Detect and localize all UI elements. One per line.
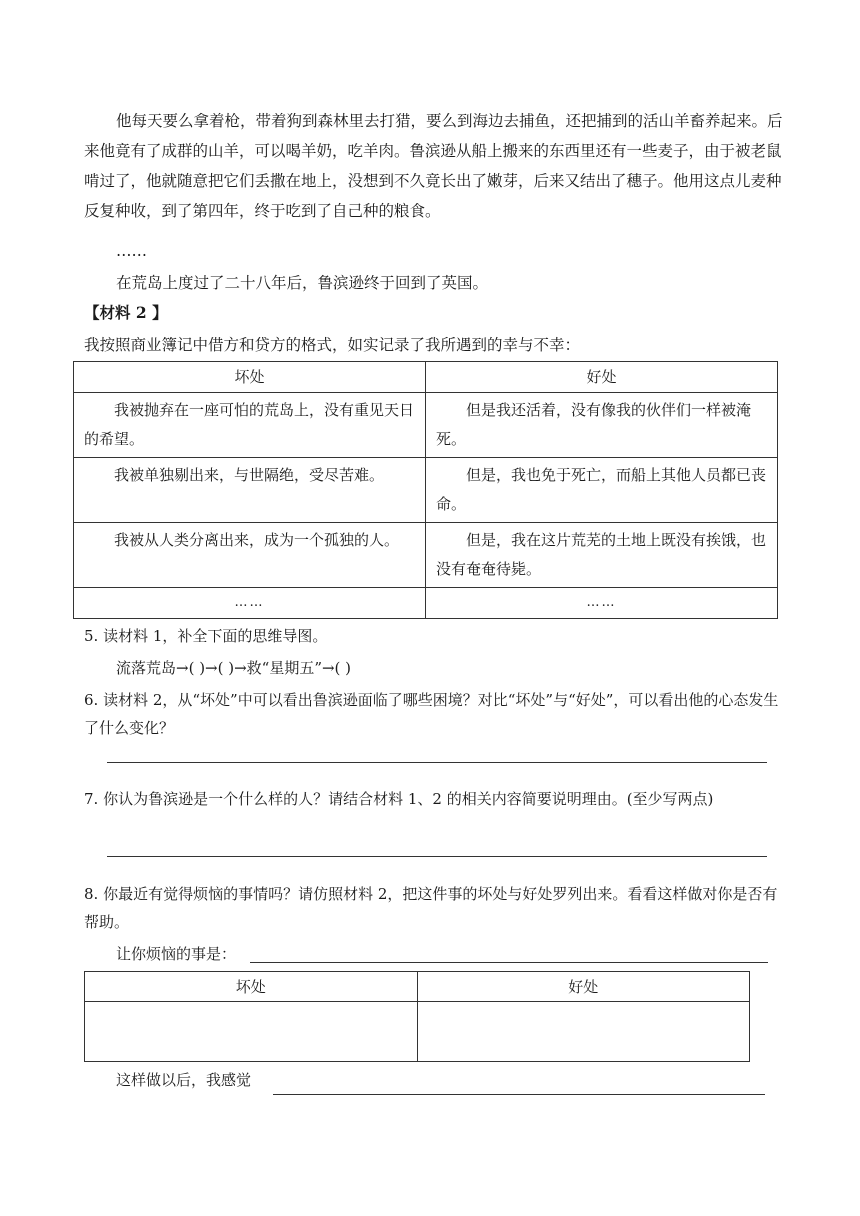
header-bad: 坏处 [74, 362, 426, 393]
question-7: 7. 你认为鲁滨逊是一个什么样的人？请结合材料 1、2 的相关内容简要说明理由。(至少写两点) [84, 790, 714, 808]
material2-heading: 【材料 2 】 [84, 303, 168, 322]
material1-ending: 在荒岛上度过了二十八年后，鲁滨逊终于回到了英国。 [116, 274, 489, 292]
bad-cell: …… [74, 588, 426, 619]
good-cell: 但是，我也免于死亡，而船上其他人员都已丧命。 [426, 458, 778, 523]
good-cell: …… [426, 588, 778, 619]
table-row [74, 458, 778, 523]
bad-cell: 我被单独剔出来，与世隔绝，受尽苦难。 [74, 458, 426, 523]
feeling-label: 这样做以后，我感觉 [116, 1071, 252, 1089]
answer-line-q7[interactable] [107, 856, 767, 857]
header-good: 好处 [426, 362, 778, 393]
material1-paragraph: 他每天要么拿着枪，带着狗到森林里去打猎，要么到海边去捕鱼，还把捕到的活山羊畜养起来。后来他竟有了成群的山羊，可以喝羊奶，吃羊肉。鲁滨逊从船上搬来的东西里还有一些麦子，由于被老鼠啃过了，他就随意把它们丢撒在地上，没想到不久竟长出了嫩芽，后来又结出了穗子。他用这点儿麦种反复种收，到了第四年，终于吃到了自己种的粮食。 [84, 112, 783, 220]
material2-intro: 我按照商业簿记中借方和贷方的格式，如实记录了我所遇到的幸与不幸： [84, 336, 581, 354]
good-answer-cell[interactable] [417, 1002, 750, 1062]
table-row [85, 1002, 750, 1062]
table-header-row [74, 362, 778, 393]
question-5: 5. 读材料 1，补全下面的思维导图。 [84, 627, 328, 645]
table-row [74, 393, 778, 458]
mind-map-line[interactable]: 流落荒岛→( )→( )→救“星期五”→( ) [116, 659, 352, 677]
ledger-table [73, 361, 778, 619]
header-good: 好处 [417, 972, 750, 1002]
trouble-answer-line[interactable] [250, 962, 768, 963]
trouble-label: 让你烦恼的事是： [116, 945, 237, 963]
answer-line-q6[interactable] [107, 762, 767, 763]
header-bad: 坏处 [85, 972, 418, 1002]
q8-table [84, 971, 750, 1062]
bad-answer-cell[interactable] [85, 1002, 418, 1062]
feeling-answer-line[interactable] [273, 1094, 765, 1095]
table-header-row [85, 972, 750, 1002]
good-cell: 但是我还活着，没有像我的伙伴们一样被淹死。 [426, 393, 778, 458]
bad-cell: 我被从人类分离出来，成为一个孤独的人。 [74, 523, 426, 588]
bad-cell: 我被抛弃在一座可怕的荒岛上，没有重见天日的希望。 [74, 393, 426, 458]
question-6: 6. 读材料 2，从“坏处”中可以看出鲁滨逊面临了哪些困境？对比“坏处”与“好处”，可以看出他的心态发生了什么变化？ [84, 691, 779, 737]
question-8: 8. 你最近有觉得烦恼的事情吗？请仿照材料 2，把这件事的坏处与好处罗列出来。看看这样做对你是否有帮助。 [84, 885, 778, 931]
ellipsis: …… [116, 242, 147, 260]
table-row [74, 523, 778, 588]
good-cell: 但是，我在这片荒芜的土地上既没有挨饿，也没有奄奄待毙。 [426, 523, 778, 588]
table-row [74, 588, 778, 619]
